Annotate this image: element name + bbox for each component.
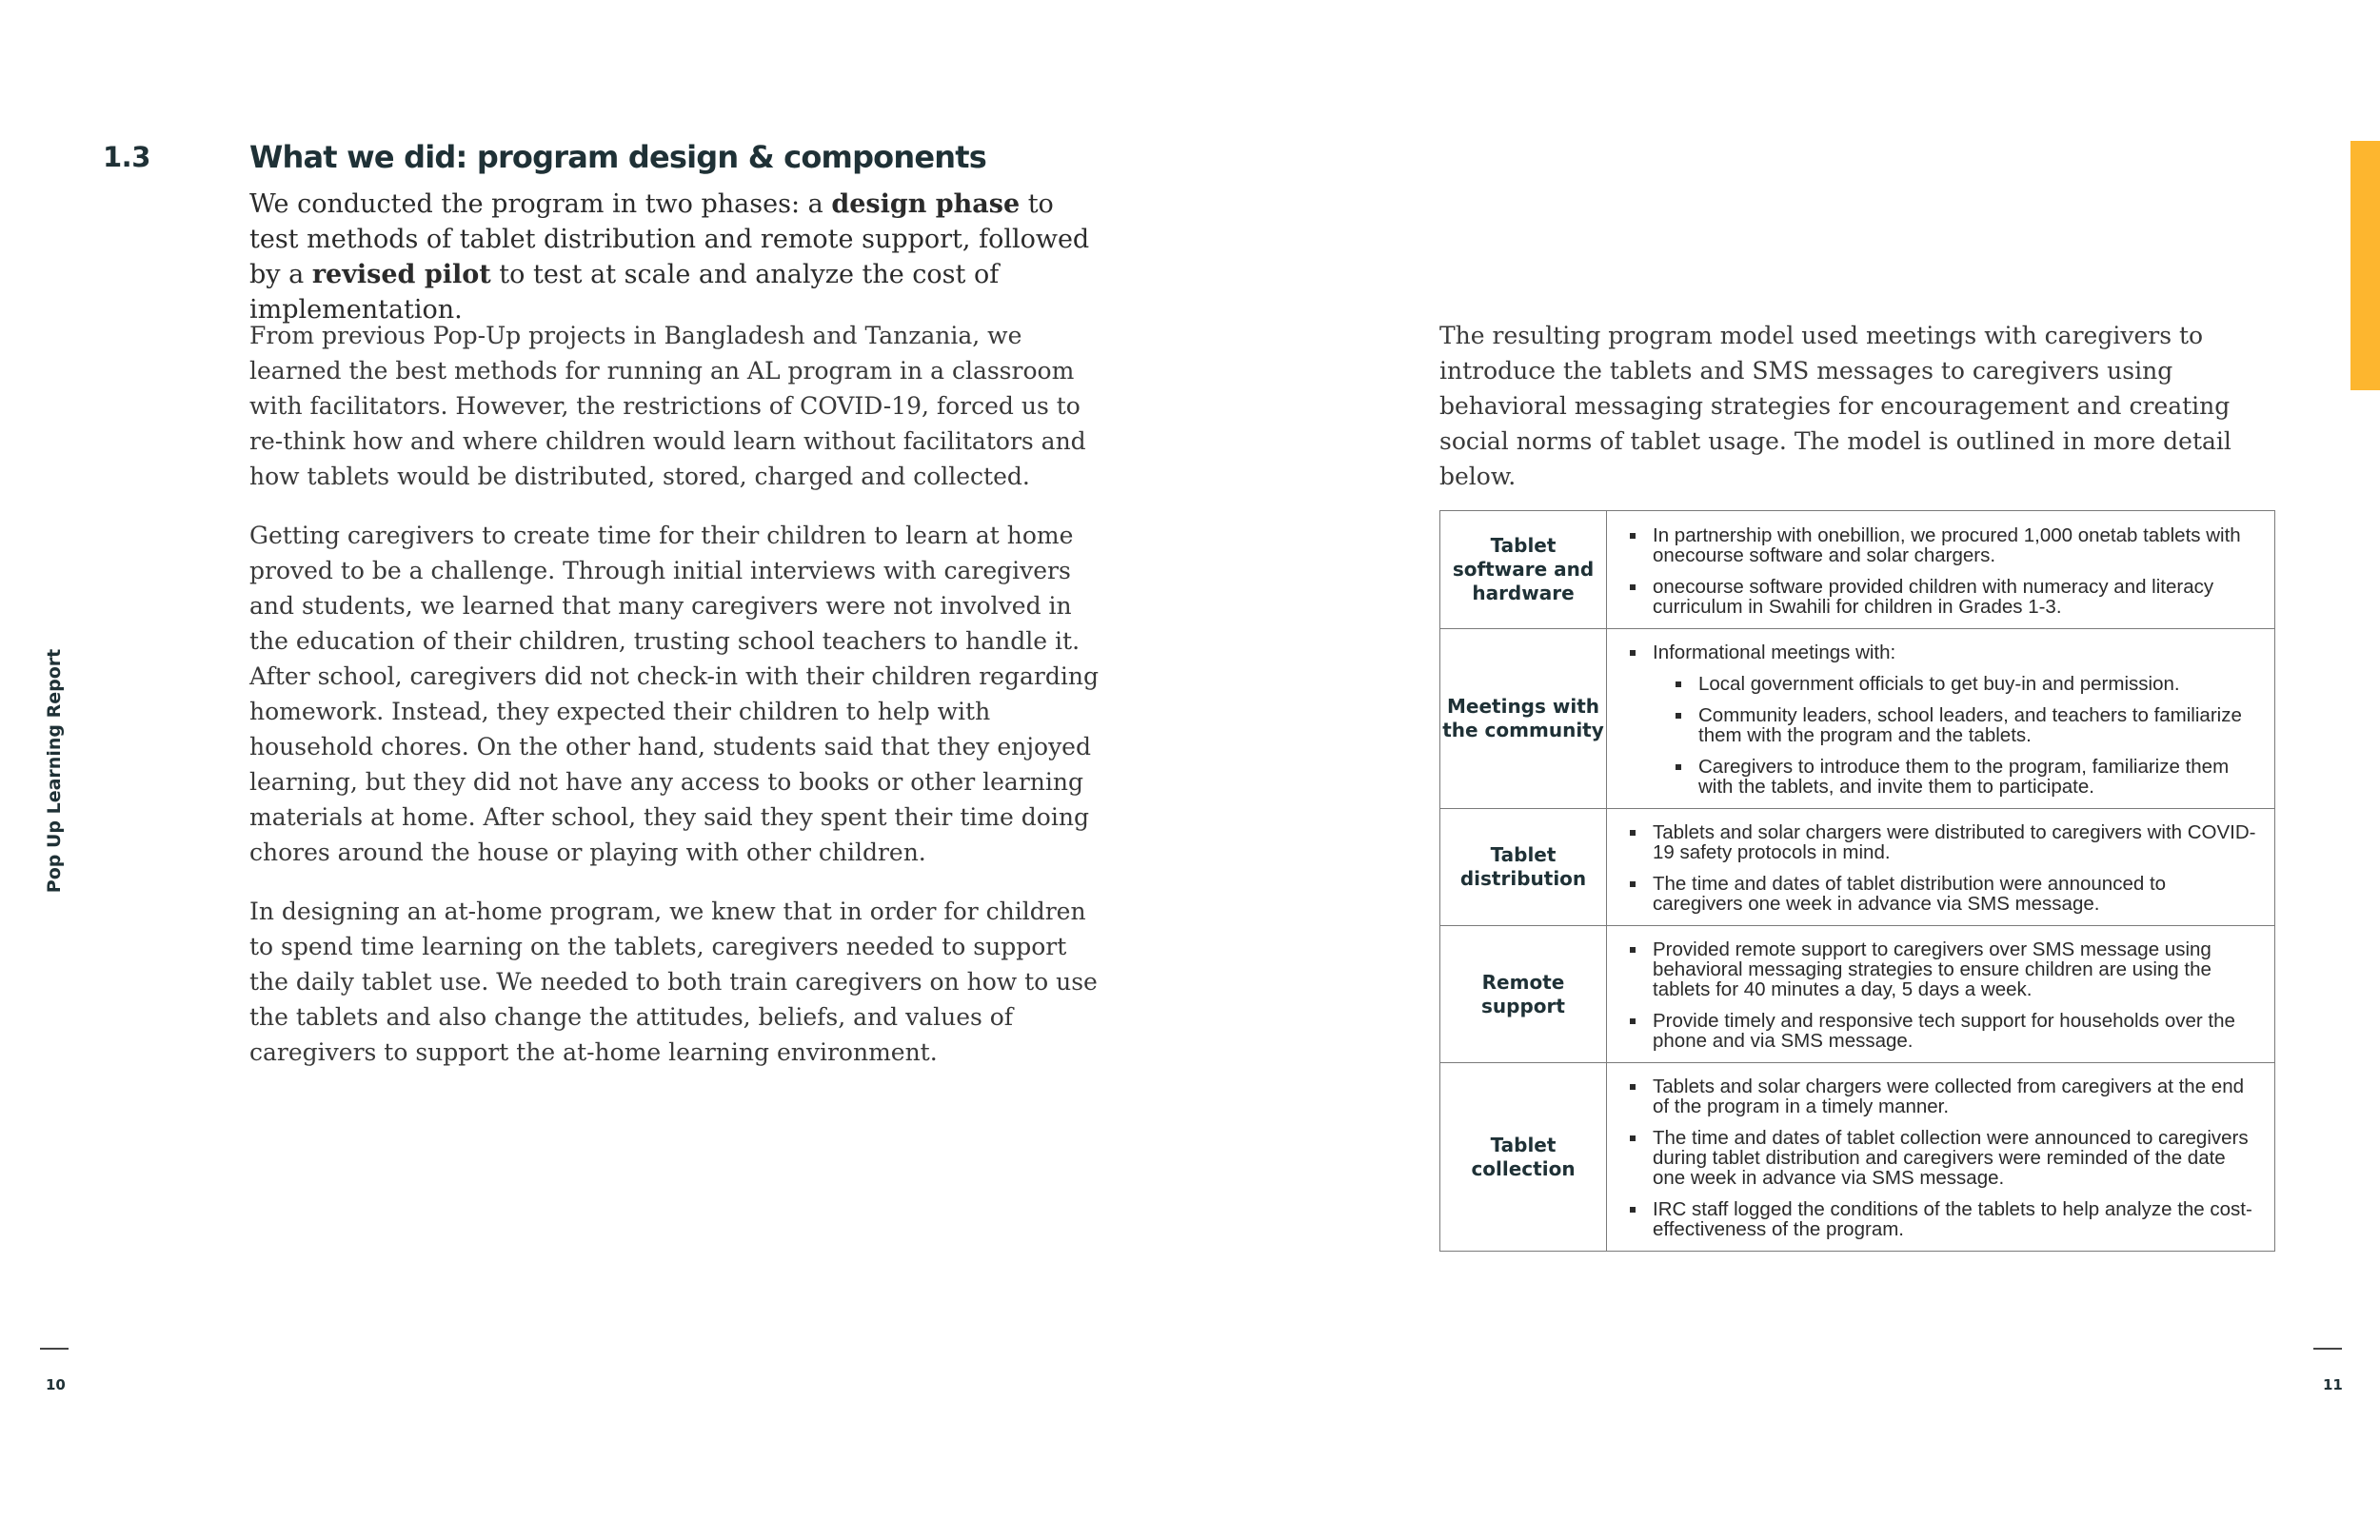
side-report-title: Pop Up Learning Report [44, 648, 65, 894]
row-label: Remote support [1440, 926, 1607, 1063]
list-item: IRC staff logged the conditions of the tablets to help analyze the cost-effectiveness of the program. [1628, 1199, 2261, 1239]
list-item: In partnership with onebillion, we procured 1,000 onetab tablets with onecourse software and solar chargers. [1628, 525, 2261, 565]
lead-segment: to test at scale and analyze the cost of implementation. [249, 260, 1000, 325]
row-label: Tablet software and hardware [1440, 511, 1607, 629]
sub-list-item: Caregivers to introduce them to the program, familiarize them with the tablets, and invite them to participate. [1674, 757, 2261, 797]
list-item: onecourse software provided children with numeracy and literacy curriculum in Swahili for children in Grades 1-3. [1628, 577, 2261, 617]
list-item-text: Informational meetings with: [1653, 642, 1896, 663]
row-items [1607, 809, 2275, 926]
footer-rule-right [2313, 1348, 2342, 1350]
list-item: The time and dates of tablet distribution were announced to caregivers one week in advance via SMS message. [1628, 874, 2261, 914]
table-row [1440, 926, 2275, 1063]
row-label: Tablet distribution [1440, 809, 1607, 926]
list-item: Tablets and solar chargers were distributed to caregivers with COVID-19 safety protocols in mind. [1628, 822, 2261, 862]
accent-tab [2350, 141, 2380, 390]
page-number-right: 11 [2323, 1376, 2343, 1393]
list-item: The time and dates of tablet collection were announced to caregivers during tablet distribution and caregivers were reminded of the date one week in advance via SMS message. [1628, 1128, 2261, 1188]
list-item: Tablets and solar chargers were collected from caregivers at the end of the program in a timely manner. [1628, 1076, 2261, 1116]
list-item [1628, 642, 2261, 797]
table-row [1440, 511, 2275, 629]
table-row [1440, 629, 2275, 809]
body-paragraph: In designing an at-home program, we knew that in order for children to spend time learning on the tablets, caregivers needed to support the daily tablet use. We needed to both train caregivers on how to use the tablets and also change the attitudes, beliefs, and values of caregivers to support the at-home learning environment. [249, 898, 1098, 1066]
list-item: Provided remote support to caregivers over SMS message using behavioral messaging strategies to ensure children are using the tablets for 40 minutes a day, 5 days a week. [1628, 939, 2261, 999]
lead-paragraph [249, 187, 1106, 327]
row-items [1607, 926, 2275, 1063]
lead-bold-revised-pilot: revised pilot [311, 260, 491, 289]
footer-rule-left [40, 1348, 69, 1350]
left-column [249, 318, 1106, 1094]
body-paragraph: The resulting program model used meetings with caregivers to introduce the tablets and SMS messages to caregivers using behavioral messaging strategies for encouragement and creating social norms of tablet usage. The model is outlined in more detail below. [1439, 322, 2231, 490]
body-paragraph: From previous Pop-Up projects in Bangladesh and Tanzania, we learned the best methods for running an AL program in a classroom with facilitators. However, the restrictions of COVID-19, forced us to re-think how and where children would learn without facilitators and how tablets would be distributed, stored, charged and collected. [249, 322, 1086, 490]
row-items [1607, 629, 2275, 809]
sub-list-item: Community leaders, school leaders, and teachers to familiarize them with the program and the tablets. [1674, 705, 2261, 745]
row-items [1607, 511, 2275, 629]
right-column [1439, 318, 2277, 494]
table-row [1440, 809, 2275, 926]
row-label: Tablet collection [1440, 1063, 1607, 1252]
section-heading: What we did: program design & components [249, 139, 986, 175]
list-item: Provide timely and responsive tech support for households over the phone and via SMS message. [1628, 1011, 2261, 1051]
section-number: 1.3 [103, 141, 150, 173]
row-label: Meetings with the community [1440, 629, 1607, 809]
body-paragraph: Getting caregivers to create time for their children to learn at home proved to be a challenge. Through initial interviews with caregivers and students, we learned that many caregivers were not involved in the education of their children, trusting school teachers to handle it. After school, caregivers did not check-in with their children regarding homework. Instead, they expected their children to help with household chores. On the other hand, students said that they enjoyed learning, but they did not have any access to books or other learning materials at home. After school, they said they spent their time doing chores around the house or playing with other children. [249, 522, 1099, 866]
program-model-table [1439, 510, 2275, 1252]
sub-list-item: Local government officials to get buy-in and permission. [1674, 674, 2261, 694]
row-items [1607, 1063, 2275, 1252]
table-row [1440, 1063, 2275, 1252]
lead-segment: We conducted the program in two phases: a [249, 189, 832, 219]
lead-bold-design-phase: design phase [831, 189, 1021, 219]
page-number-left: 10 [46, 1376, 66, 1393]
lead-segment: to test methods of tablet distribution and remote support, followed by a [249, 189, 1090, 289]
